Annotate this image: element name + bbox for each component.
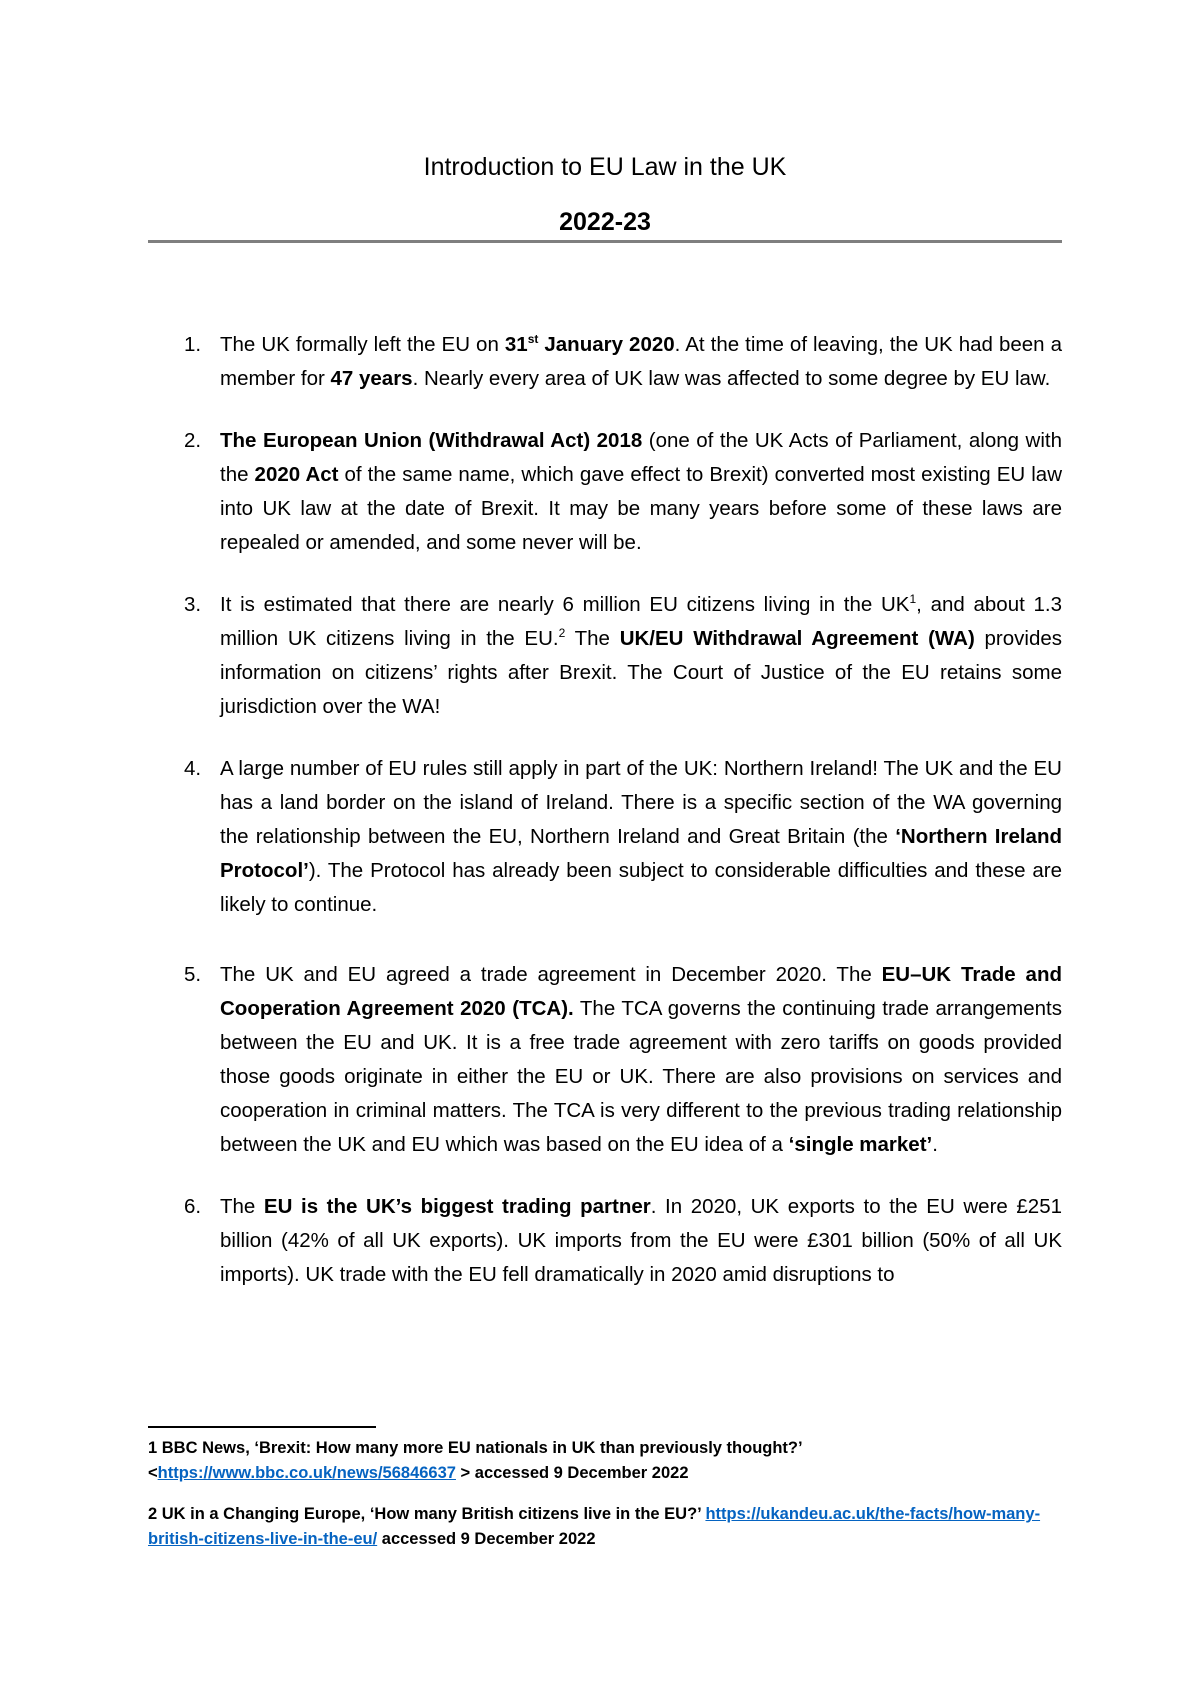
text-run: The [565,627,620,650]
text-run: . At the time of leaving, the UK had been a member for [220,333,1063,390]
bold-text: 2020 Act [254,463,339,486]
footnote-link[interactable]: https://ukandeu.ac.uk/the-facts/how-many-british-citizens-live-in-the-eu/ [148,1505,1041,1548]
item-number: 2. [184,429,202,452]
text-run: The TCA governs the continuing trade arrangements between the EU and UK. It is a free trade agreement with zero tariffs on goods provided those goods originate in either the EU or UK. There are also provisions on services and cooperation in criminal matters. The TCA is very different to the previous trading relationship between the UK and EU which was based on the EU idea of a [220,997,1063,1156]
title-divider [148,240,1062,243]
document-year: 2022-23 [559,208,651,236]
footnote-text: accessed 9 December 2022 [377,1530,596,1548]
list-item [170,424,1062,560]
text-run: It is estimated that there are nearly 6 million EU citizens living in the UK [220,593,910,616]
text-run: . [932,1133,938,1156]
list-item [170,328,1062,396]
footnote-text: > accessed 9 December 2022 [455,1464,689,1482]
item-text [220,1195,1062,1286]
text-run: A large number of EU rules still apply in part of the UK: Northern Ireland! The UK and the EU has a land border on the island of Ireland. There is a specific section of the WA governing the relationship between the EU, Northern Ireland and Great Britain (the [220,757,1062,848]
item-number: 3. [184,593,202,616]
bold-text: The European Union (Withdrawal Act) 2018 [220,429,643,452]
item-number: 4. [184,757,202,780]
list-item [170,588,1062,724]
footnote-separator [148,1426,376,1428]
bold-text: EU is the UK’s biggest trading partner [263,1195,651,1218]
bold-text: January 2020 [538,333,675,356]
text-run: . In 2020, UK exports to the EU were £251 billion (42% of all UK exports). UK imports from the EU were £301 billion (50% of all UK imports). UK trade with the EU fell dramatically in 2020 amid disruptions to [220,1195,1062,1286]
text-run: The UK and EU agreed a trade agreement in December 2020. The [220,963,882,986]
list-item [170,1190,1062,1292]
list-item [170,752,1062,922]
text-run: The [220,1195,264,1218]
text-run: provides information on citizens’ rights after Brexit. The Court of Justice of the EU retains some jurisdiction over the WA! [220,627,1063,718]
footnote-ref: 2 [558,626,566,641]
document-title: Introduction to EU Law in the UK [423,153,787,181]
text-run: of the same name, which gave effect to Brexit) converted most existing EU law into UK law at the date of Brexit. It may be many years before some of these laws are repealed or amended, and some never will be. [220,463,1062,554]
footnote-link[interactable]: https://www.bbc.co.uk/news/56846637 [157,1464,456,1482]
bold-text: EU–UK Trade and Cooperation Agreement 2020 (TCA). [220,963,1062,1020]
item-text [220,757,1062,916]
text-run: The UK formally left the EU on [220,333,505,356]
item-number: 1. [184,333,202,356]
footnote-2 [148,1502,1062,1552]
bold-text: UK/EU Withdrawal Agreement (WA) [619,627,975,650]
bold-text: 31 [504,333,528,356]
numbered-list [170,328,1062,1320]
footnote-text: 1 BBC News, ‘Brexit: How many more EU nationals in UK than previously thought?’ < [148,1439,802,1482]
text-run: ). The Protocol has already been subject to considerable difficulties and these are likely to continue. [220,859,1062,916]
text-run: (one of the UK Acts of Parliament, along with the [220,429,1062,486]
bold-text: 47 years [330,367,413,390]
list-item [170,958,1062,1162]
item-text [220,429,1062,554]
item-number: 5. [184,963,202,986]
footnote-1 [148,1436,1062,1486]
item-text [220,333,1062,390]
item-text [220,963,1062,1156]
footnote-text: 2 UK in a Changing Europe, ‘How many British citizens live in the EU?’ [148,1505,706,1523]
footnote-ref: st [527,332,539,347]
item-number: 6. [184,1195,202,1218]
bold-text: ‘single market’ [788,1133,933,1156]
text-run: , and about 1.3 million UK citizens living in the EU. [220,593,1063,650]
text-run: . Nearly every area of UK law was affected to some degree by EU law. [412,367,1051,390]
footnote-ref: 1 [909,592,917,607]
item-text [220,593,1062,718]
bold-text: ‘Northern Ireland Protocol’ [220,825,1062,882]
footnotes [148,1436,1062,1568]
